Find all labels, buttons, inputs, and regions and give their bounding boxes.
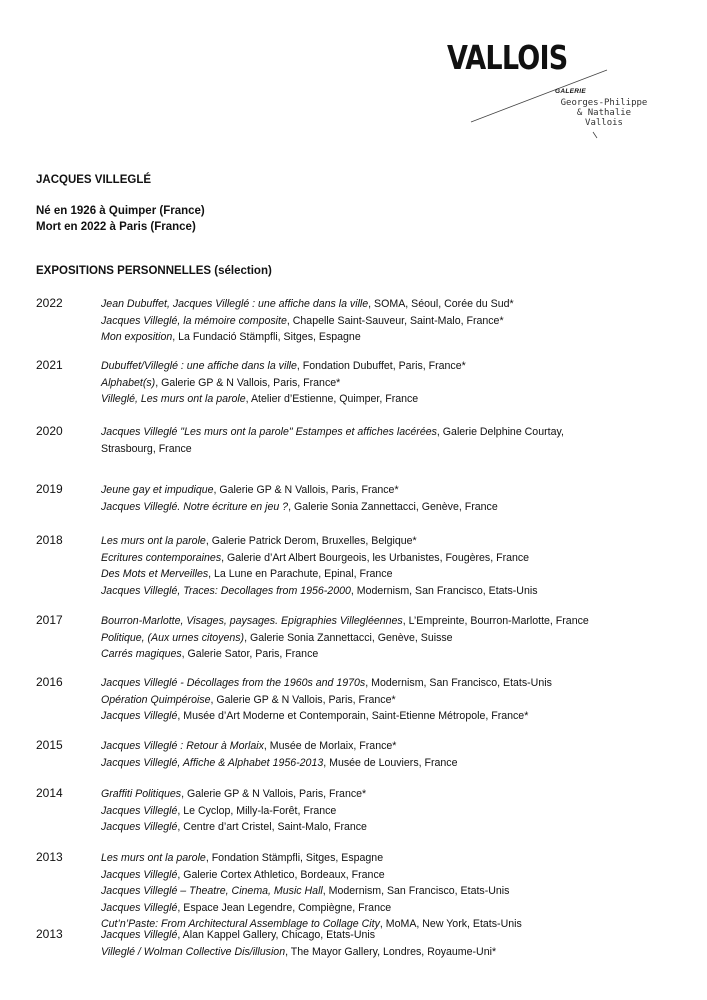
exhibition-title: Carrés magiques: [101, 648, 182, 660]
exhibition-title: Jacques Villeglé: [101, 821, 178, 833]
gallery-logo: [447, 38, 677, 148]
exhibition-venue: , La Fundació Stämpfli, Sitges, Espagne: [172, 331, 361, 343]
exhibition-venue: , Galerie Sonia Zannettacci, Genève, Suisse: [244, 631, 453, 644]
logo-name-line: & Nathalie: [576, 108, 632, 118]
exhibition-entry: [101, 613, 589, 630]
exhibition-year: 2022: [36, 296, 63, 310]
exhibition-entries: [101, 675, 552, 725]
exhibition-venue: , Alan Kappel Gallery, Chicago, Etats-Unis: [177, 929, 376, 941]
exhibition-venue: , Espace Jean Legendre, Compiègne, France: [177, 901, 392, 914]
exhibition-entries: [101, 850, 522, 933]
exhibition-title: Alphabet(s): [101, 376, 156, 389]
exhibition-title: Jacques Villeglé, Affiche & Alphabet 1956-2013: [101, 756, 324, 769]
exhibition-title: Ecritures contemporaines: [101, 551, 222, 564]
exhibition-venue: , Musée de Morlaix, France*: [263, 740, 397, 752]
exhibition-entries: [101, 482, 498, 515]
exhibition-entries: [101, 358, 466, 408]
exhibition-entry: [101, 708, 552, 725]
exhibition-title: Dubuffet/Villeglé : une affiche dans la ville: [101, 360, 297, 372]
exhibition-entry: [101, 329, 514, 346]
exhibition-entry: [101, 692, 552, 709]
exhibition-year: 2020: [36, 424, 63, 438]
exhibition-venue: , Modernism, San Francisco, Etats-Unis: [365, 677, 552, 689]
exhibition-year: 2019: [36, 482, 63, 496]
exhibition-title: Jacques Villeglé: [101, 901, 178, 914]
exhibition-venue: , Galerie Sator, Paris, France: [181, 648, 319, 660]
exhibition-entries: [101, 296, 514, 346]
exhibition-entry: [101, 786, 367, 803]
exhibition-venue: , Galerie GP & N Vallois, Paris, France*: [213, 484, 399, 496]
exhibition-entry: [101, 391, 466, 408]
exhibition-venue: , Atelier d’Estienne, Quimper, France: [245, 393, 419, 405]
exhibition-title: Villeglé / Wolman Collective Dis/illusion: [101, 945, 286, 958]
exhibition-venue: , Galerie GP & N Vallois, Paris, France*: [210, 693, 396, 706]
exhibition-title: Jean Dubuffet, Jacques Villeglé : une affiche dans la ville: [101, 298, 369, 310]
exhibition-venue: , Galerie Cortex Athletico, Bordeaux, France: [177, 868, 385, 881]
exhibition-entry: [101, 296, 514, 313]
exhibition-title: Les murs ont la parole: [101, 852, 206, 864]
exhibition-title: Jacques Villeglé - Décollages from the 1960s and 1970s: [101, 677, 366, 689]
exhibition-entry: [101, 424, 564, 441]
exhibition-entry: [101, 375, 466, 392]
exhibition-title: Les murs ont la parole: [101, 535, 206, 547]
logo-owner-names: [554, 98, 654, 128]
exhibition-entry: [101, 803, 367, 820]
exhibition-entry: [101, 819, 367, 836]
exhibition-venue: Strasbourg, France: [101, 442, 192, 455]
artist-birth: Né en 1926 à Quimper (France): [36, 205, 205, 217]
exhibition-title: Villeglé, Les murs ont la parole: [101, 393, 246, 405]
exhibition-venue: , Centre d’art Cristel, Saint-Malo, France: [177, 821, 367, 833]
exhibition-title: Politique, (Aux urnes citoyens): [101, 631, 245, 644]
exhibition-title: Mon exposition: [101, 331, 173, 343]
exhibition-venue: , Le Cyclop, Milly-la-Forêt, France: [177, 804, 337, 817]
exhibition-venue: , Modernism, San Francisco, Etats-Unis: [350, 584, 538, 597]
exhibition-venue: , L’Empreinte, Bourron-Marlotte, France: [402, 615, 589, 627]
exhibition-entry: [101, 867, 522, 884]
exhibition-entry: [101, 630, 589, 647]
exhibition-title: Jacques Villeglé : Retour à Morlaix: [101, 740, 264, 752]
exhibition-entry: [101, 850, 522, 867]
artist-name: JACQUES VILLEGLÉ: [36, 174, 152, 186]
exhibition-title: Jacques Villeglé: [101, 929, 178, 941]
exhibition-entry: [101, 646, 589, 663]
exhibition-entries: [101, 613, 589, 663]
exhibition-entry: [101, 550, 538, 567]
exhibition-venue: , Galerie Sonia Zannettacci, Genève, France: [288, 500, 498, 513]
exhibition-entries: [101, 424, 564, 457]
exhibition-title: Jacques Villeglé: [101, 710, 178, 722]
exhibition-title: Jacques Villeglé – Theatre, Cinema, Music Hall: [101, 885, 323, 897]
exhibition-venue: , La Lune en Parachute, Epinal, France: [208, 568, 393, 580]
exhibition-entries: [101, 738, 458, 771]
exhibition-year: 2018: [36, 533, 63, 547]
exhibition-year: 2014: [36, 786, 63, 800]
logo-name-line: Vallois: [585, 118, 623, 128]
exhibition-entry: [101, 583, 538, 600]
exhibition-title: Jacques Villeglé, Traces: Decollages from 1956-2000: [101, 584, 351, 597]
exhibition-year: 2017: [36, 613, 63, 627]
logo-name-line: Georges-Philippe: [560, 98, 648, 108]
exhibition-title: Cut’n’Paste: From Architectural Assemblage to Collage City: [101, 918, 380, 930]
section-title: EXPOSITIONS PERSONNELLES (sélection): [36, 265, 272, 277]
exhibition-entry: [101, 313, 514, 330]
exhibition-venue: , MoMA, New York, Etats-Unis: [379, 918, 522, 930]
exhibition-entry: [101, 675, 552, 692]
exhibition-entries: [101, 533, 538, 599]
exhibition-venue: , Galerie Patrick Derom, Bruxelles, Belgique*: [205, 535, 417, 547]
exhibition-entry: [101, 755, 458, 772]
exhibition-entry: [101, 927, 496, 944]
exhibition-year: 2021: [36, 358, 63, 372]
exhibition-year: 2016: [36, 675, 63, 689]
exhibition-title: Jacques Villeglé: [101, 868, 178, 881]
exhibition-entry: [101, 900, 522, 917]
exhibition-title: Bourron-Marlotte, Visages, paysages. Epigraphies Villegléennes: [101, 615, 403, 627]
exhibition-entry: [101, 533, 538, 550]
exhibition-venue: , Galerie GP & N Vallois, Paris, France*: [155, 376, 341, 389]
exhibition-entry: [101, 358, 466, 375]
exhibition-venue: , Fondation Stämpfli, Sitges, Espagne: [205, 852, 384, 864]
exhibition-venue: , Fondation Dubuffet, Paris, France*: [296, 360, 466, 372]
exhibition-title: Jacques Villeglé: [101, 804, 178, 817]
exhibition-entry: [101, 441, 564, 458]
exhibition-entry: [101, 738, 458, 755]
exhibition-venue: , SOMA, Séoul, Corée du Sud*: [368, 298, 514, 310]
exhibition-venue: , Chapelle Saint-Sauveur, Saint-Malo, France*: [286, 314, 504, 327]
exhibition-title: Jacques Villeglé. Notre écriture en jeu ?: [101, 500, 289, 513]
exhibition-title: Jeune gay et impudique: [101, 484, 214, 496]
exhibition-year: 2013: [36, 850, 63, 864]
exhibition-entry: [101, 499, 498, 516]
exhibition-venue: , Galerie d’Art Albert Bourgeois, les Urbanistes, Fougères, France: [221, 551, 530, 564]
exhibition-title: Jacques Villeglé "Les murs ont la parole" Estampes et affiches lacérées: [101, 426, 437, 438]
exhibition-entries: [101, 927, 496, 960]
logo-wordmark: VALLOIS: [447, 38, 568, 77]
exhibition-title: Opération Quimpéroise: [101, 693, 211, 706]
exhibition-venue: , Galerie GP & N Vallois, Paris, France*: [181, 788, 367, 800]
artist-death: Mort en 2022 à Paris (France): [36, 221, 196, 233]
exhibition-title: Des Mots et Merveilles: [101, 568, 209, 580]
logo-galerie-label: GALERIE: [555, 88, 586, 95]
exhibition-title: Graffiti Politiques: [101, 788, 182, 800]
exhibition-entry: [101, 944, 496, 961]
exhibition-venue: , The Mayor Gallery, Londres, Royaume-Uni*: [285, 945, 497, 958]
exhibition-entry: [101, 883, 522, 900]
exhibition-venue: , Galerie Delphine Courtay,: [436, 426, 564, 438]
exhibition-year: 2015: [36, 738, 63, 752]
exhibition-entry: [101, 482, 498, 499]
exhibition-title: Jacques Villeglé, la mémoire composite: [101, 314, 287, 327]
exhibition-entry: [101, 566, 538, 583]
exhibition-year: 2013: [36, 927, 63, 941]
exhibition-venue: , Modernism, San Francisco, Etats-Unis: [322, 885, 510, 897]
exhibition-venue: , Musée de Louviers, France: [323, 756, 458, 769]
exhibition-entries: [101, 786, 367, 836]
exhibition-venue: , Musée d’Art Moderne et Contemporain, Saint-Etienne Métropole, France*: [177, 710, 529, 722]
